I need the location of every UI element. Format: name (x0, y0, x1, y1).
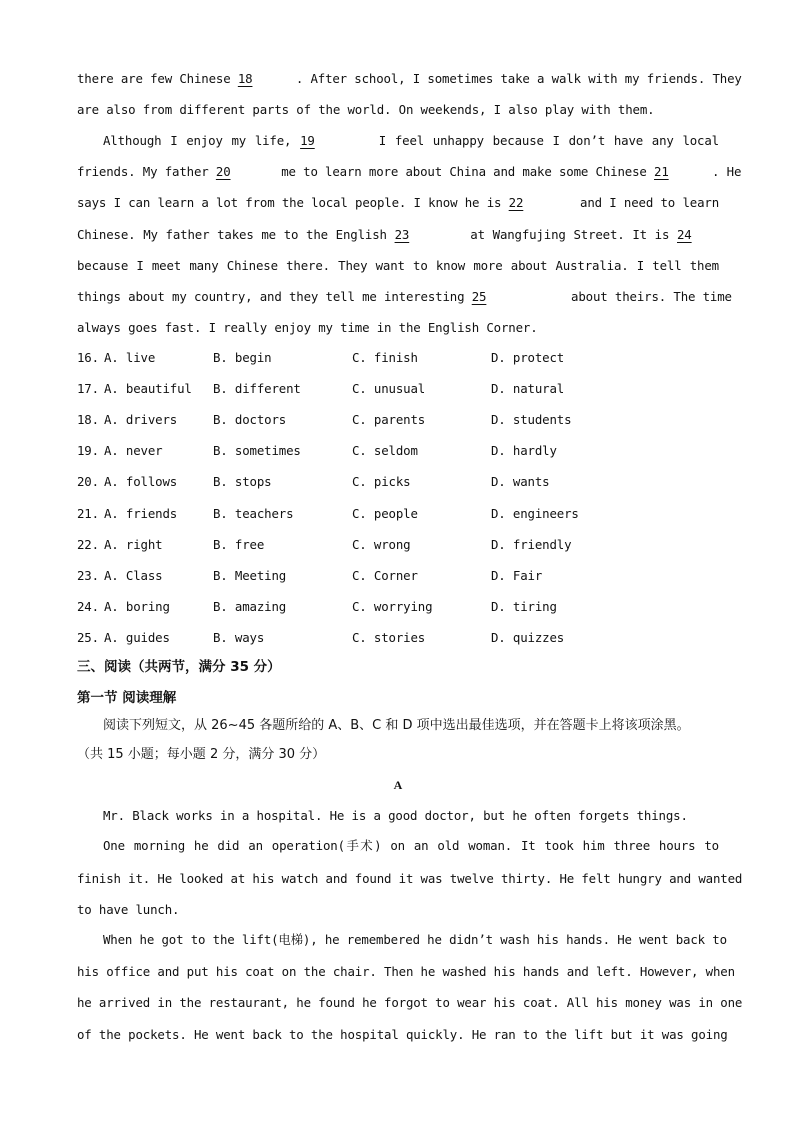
option-c: C. picks (352, 474, 411, 489)
passage-label: A (393, 778, 403, 792)
passage-a-line: he arrived in the restaurant, he found he forgot to wear his coat. All his money was in one (77, 995, 743, 1010)
option-b: B. stops (213, 474, 272, 489)
option-a: A. beautiful (104, 381, 192, 396)
option-c: C. parents (352, 412, 426, 427)
option-c: C. worrying (352, 599, 433, 614)
passage-a-line: his office and put his coat on the chair. Then he washed his hands and left. However, when (77, 964, 735, 979)
option-c: C. wrong (352, 537, 411, 552)
passage-a-line: to have lunch. (77, 902, 180, 917)
question-number: 16. (77, 350, 99, 365)
option-c: C. people (352, 506, 418, 521)
option-d: D. Fair (491, 568, 543, 583)
answer-blank-20: 20 (215, 164, 231, 179)
passage-a-line: of the pockets. He went back to the hospital quickly. He ran to the lift but it was going (77, 1027, 728, 1042)
passage-line: says I can learn a lot from the local people. I know he is 22 and I need to learn (77, 193, 719, 213)
option-d: D. friendly (491, 537, 572, 552)
passage-line: always goes fast. I really enjoy my time in the English Corner. (77, 320, 538, 335)
answer-blank-18: 18 (237, 71, 253, 86)
passage-line: Although I enjoy my life, 19 I feel unhappy because I don’t have any local (103, 131, 719, 151)
option-d: D. engineers (491, 506, 579, 521)
answer-blank-25: 25 (471, 289, 487, 304)
question-number: 18. (77, 412, 99, 427)
answer-blank-24: 24 (677, 227, 692, 242)
instruction-text: （共 15 小题；每小题 2 分，满分 30 分） (77, 747, 326, 762)
option-a: A. never (104, 443, 163, 458)
option-d: D. quizzes (491, 630, 565, 645)
question-number: 24. (77, 599, 99, 614)
option-c: C. unusual (352, 381, 426, 396)
option-a: A. boring (104, 599, 170, 614)
question-number: 21. (77, 506, 99, 521)
passage-line: are also from different parts of the world. On weekends, I also play with them. (77, 102, 655, 117)
option-b: B. doctors (213, 412, 287, 427)
option-b: B. amazing (213, 599, 287, 614)
passage-line: because I meet many Chinese there. They want to know more about Australia. I tell them (77, 258, 719, 273)
subsection-title: 第一节 阅读理解 (77, 690, 177, 706)
option-c: C. Corner (352, 568, 418, 583)
question-number: 20. (77, 474, 99, 489)
option-d: D. natural (491, 381, 565, 396)
passage-line: things about my country, and they tell me interesting 25 about theirs. The time (77, 287, 719, 307)
passage-a-line: finish it. He looked at his watch and found it was twelve thirty. He felt hungry and wanted (77, 871, 743, 886)
option-d: D. tiring (491, 599, 557, 614)
passage-line: Chinese. My father takes me to the English 23 at Wangfujing Street. It is 24 (77, 225, 719, 245)
option-a: A. right (104, 537, 163, 552)
option-c: C. stories (352, 630, 426, 645)
option-d: D. protect (491, 350, 565, 365)
option-a: A. friends (104, 506, 178, 521)
option-d: D. wants (491, 474, 550, 489)
option-b: B. free (213, 537, 265, 552)
option-d: D. students (491, 412, 572, 427)
answer-blank-21: 21 (654, 164, 669, 179)
question-number: 25. (77, 630, 99, 645)
option-c: C. finish (352, 350, 418, 365)
answer-blank-23: 23 (394, 227, 410, 242)
option-b: B. different (213, 381, 301, 396)
option-b: B. teachers (213, 506, 294, 521)
question-number: 19. (77, 443, 99, 458)
question-number: 23. (77, 568, 99, 583)
option-b: B. Meeting (213, 568, 287, 583)
section-title: 三、阅读（共两节，满分 35 分） (77, 659, 281, 675)
passage-a-line: When he got to the lift(电梯), he remembered he didn’t wash his hands. He went back to (103, 932, 727, 947)
option-a: A. live (104, 350, 156, 365)
question-number: 17. (77, 381, 99, 396)
passage-line: there are few Chinese 18 . After school, I sometimes take a walk with my friends. They (77, 69, 719, 89)
answer-blank-22: 22 (508, 195, 524, 210)
answer-blank-19: 19 (300, 133, 315, 148)
option-a: A. follows (104, 474, 178, 489)
option-b: B. ways (213, 630, 265, 645)
passage-a-line: Mr. Black works in a hospital. He is a good doctor, but he often forgets things. (103, 808, 688, 823)
option-b: B. begin (213, 350, 272, 365)
passage-line: friends. My father 20 me to learn more about China and make some Chinese 21 . He (77, 162, 719, 182)
option-d: D. hardly (491, 443, 557, 458)
option-a: A. drivers (104, 412, 178, 427)
option-a: A. guides (104, 630, 170, 645)
instruction-text: 阅读下列短文，从 26~45 各题所给的 A、B、C 和 D 项中选出最佳选项，并在答题卡上将该项涂黑。 (103, 718, 690, 733)
passage-a-line: One morning he did an operation(手术) on an old woman. It took him three hours to (103, 838, 719, 853)
option-c: C. seldom (352, 443, 418, 458)
option-b: B. sometimes (213, 443, 301, 458)
question-number: 22. (77, 537, 99, 552)
option-a: A. Class (104, 568, 163, 583)
